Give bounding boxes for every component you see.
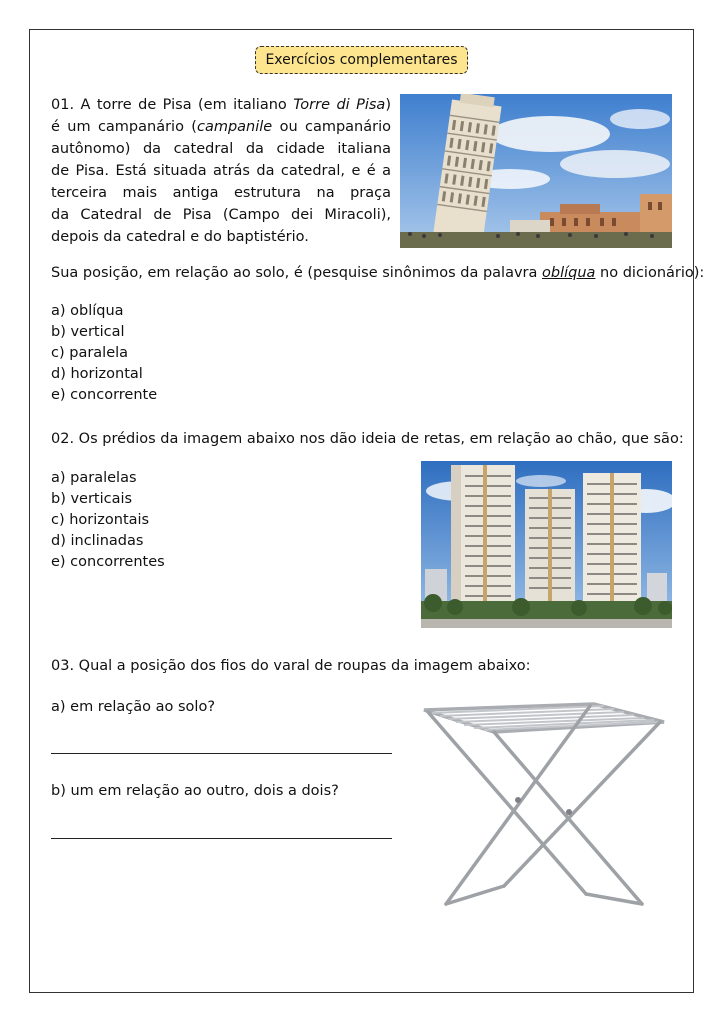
q1-option-e: e) concorrente <box>51 387 158 403</box>
q1-option-a: a) oblíqua <box>51 303 124 319</box>
q1-line-1: 01. A torre de Pisa (em italiano Torre di Pisa) <box>51 97 391 113</box>
q1-line-3: autônomo) da catedral da cidade italiana <box>51 141 391 157</box>
q1-line-4: de Pisa. Está situada atrás da catedral, e é a <box>51 163 391 179</box>
clothes-rack-image <box>414 698 670 912</box>
q2-question: 02. Os prédios da imagem abaixo nos dão ideia de retas, em relação ao chão, que são: <box>51 431 684 447</box>
q3-question: 03. Qual a posição dos fios do varal de roupas da imagem abaixo: <box>51 658 531 674</box>
page-title: Exercícios complementares <box>255 46 468 74</box>
q1-line-7: depois da catedral e do baptistério. <box>51 229 309 245</box>
q1-option-d: d) horizontal <box>51 366 143 382</box>
q1-line-6: da Catedral de Pisa (Campo dei Miracoli), <box>51 207 391 223</box>
q2-option-d: d) inclinadas <box>51 533 144 549</box>
q3-answer-line-b[interactable] <box>51 838 392 839</box>
q1-option-c: c) paralela <box>51 345 129 361</box>
q2-option-b: b) verticais <box>51 491 133 507</box>
q1-question: Sua posição, em relação ao solo, é (pesquise sinônimos da palavra oblíqua no dicionário): <box>51 265 705 281</box>
q1-option-b: b) vertical <box>51 324 125 340</box>
q2-option-e: e) concorrentes <box>51 554 165 570</box>
q1-line-5: terceira mais antiga estrutura na praça <box>51 185 391 201</box>
pisa-tower-image <box>400 94 672 248</box>
q3-part-a: a) em relação ao solo? <box>51 699 216 715</box>
q3-answer-line-a[interactable] <box>51 753 392 754</box>
q2-option-c: c) horizontais <box>51 512 150 528</box>
buildings-image <box>421 461 672 628</box>
q3-part-b: b) um em relação ao outro, dois a dois? <box>51 783 339 799</box>
q2-option-a: a) paralelas <box>51 470 137 486</box>
q1-line-2: é um campanário (campanile ou campanário <box>51 119 391 135</box>
